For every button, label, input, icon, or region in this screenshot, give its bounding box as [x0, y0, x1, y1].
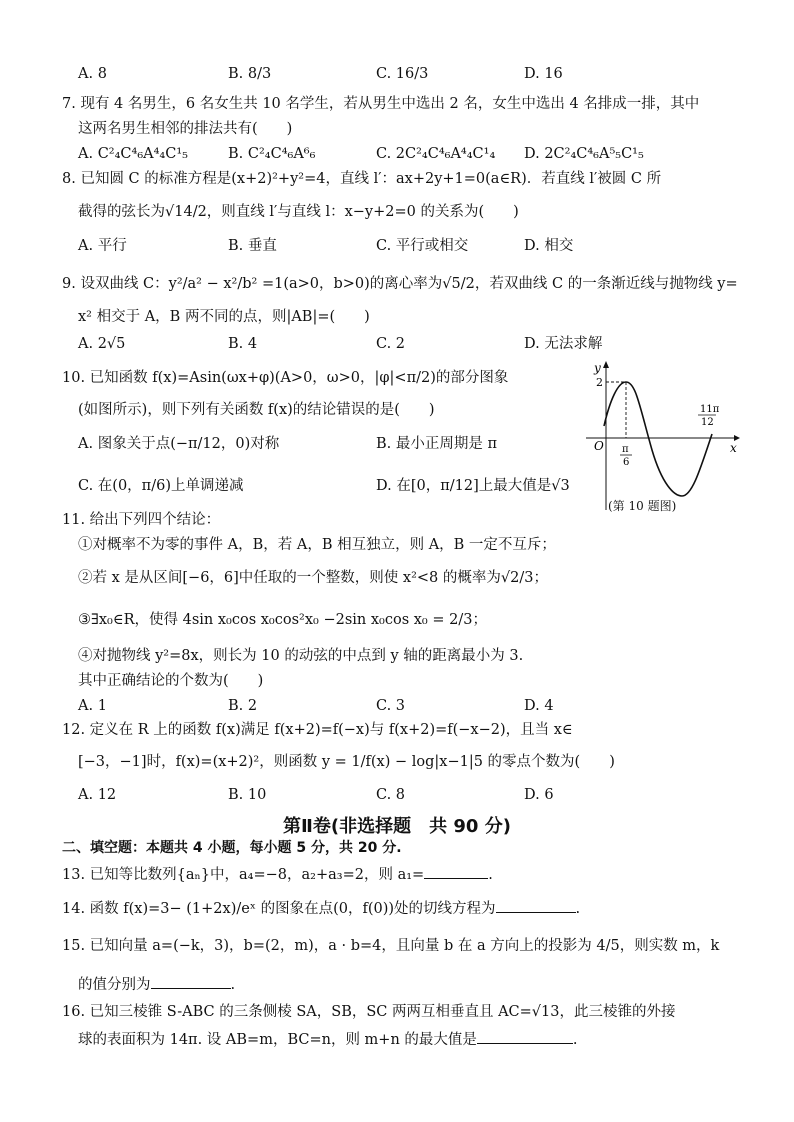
q14-answer-blank[interactable] [496, 898, 576, 913]
y-axis-label: y [594, 361, 601, 375]
q13-period: . [488, 867, 493, 883]
q7-option-c: C. 2C²₄C⁴₆A⁴₄C¹₄ [376, 146, 496, 162]
peak-x-numerator: π [622, 444, 629, 455]
q10-function-graph [584, 360, 740, 515]
q10-option-d: D. 在[0，π/12]上最大值是√3 [376, 478, 570, 494]
q14 [62, 898, 580, 918]
q16-text: 球的表面积为 14π. 设 AB=m，BC=n，则 m+n 的最大值是 [78, 1032, 477, 1048]
q8-option-a: A. 平行 [78, 238, 127, 254]
q6-option-b: B. 8/3 [228, 66, 272, 82]
q13-answer-blank[interactable] [424, 864, 488, 879]
q11-option-a: A. 1 [78, 698, 107, 714]
q11-question-line: 其中正确结论的个数为( ) [78, 673, 264, 689]
q8-stem-line2: 截得的弦长为√14/2，则直线 l′与直线 l：x−y+2=0 的关系为( ) [78, 204, 519, 220]
sine-curve [604, 382, 712, 496]
q15-text: 的值分别为 [78, 977, 151, 993]
q15-answer-blank[interactable] [151, 974, 231, 989]
q8-option-b: B. 垂直 [228, 238, 277, 254]
end-x-denominator: 12 [701, 417, 714, 428]
q8-stem-line1: 8. 已知圆 C 的标准方程是(x+2)²+y²=4，直线 l′：ax+2y+1=0(a∈R)．若直线 l′被圆 C 所 [62, 171, 662, 187]
q12-stem-line1: 12. 定义在 R 上的函数 f(x)满足 f(x+2)=f(−x)与 f(x+2)=f(−x−2)，且当 x∈ [62, 722, 573, 738]
q11-statement-1: ①对概率不为零的事件 A，B，若 A，B 相互独立，则 A，B 一定不互斥； [78, 537, 556, 553]
q7-option-a: A. C²₄C⁴₆A⁴₄C¹₅ [78, 146, 188, 162]
q11-statement-3: ③∃x₀∈R，使得 4sin x₀cos x₀cos²x₀ −2sin x₀cos x₀ = 2/3； [78, 612, 487, 628]
q11-statement-2: ②若 x 是从区间[−6，6]中任取的一个整数，则使 x²<8 的概率为√2/3； [78, 570, 548, 586]
q12-stem-line2: [−3，−1]时，f(x)=(x+2)²，则函数 y = 1/f(x) − log|x−1|5 的零点个数为( ) [78, 754, 615, 770]
q7-option-b: B. C²₄C⁴₆A⁶₆ [228, 146, 316, 162]
q9-stem-line2: x² 相交于 A，B 两不同的点，则|AB|=( ) [78, 309, 370, 325]
q14-text: 14. 函数 f(x)=3− (1+2x)/eˣ 的图象在点(0，f(0))处的切线方程为 [62, 901, 496, 917]
q6-option-a: A. 8 [78, 66, 107, 82]
q11-option-b: B. 2 [228, 698, 258, 714]
q9-option-d: D. 无法求解 [524, 336, 603, 352]
q12-option-c: C. 8 [376, 787, 406, 803]
max-value-label: 2 [596, 376, 603, 389]
q15-line2 [78, 974, 235, 994]
q11-option-d: D. 4 [524, 698, 554, 714]
x-axis-label: x [730, 441, 737, 455]
q12-option-b: B. 10 [228, 787, 267, 803]
q8-option-c: C. 平行或相交 [376, 238, 469, 254]
q7-option-d: D. 2C²₄C⁴₆A⁵₅C¹₅ [524, 146, 644, 162]
q8-option-d: D. 相交 [524, 238, 574, 254]
q11-statement-4: ④对抛物线 y²=8x，则长为 10 的动弦的中点到 y 轴的距离最小为 3. [78, 648, 524, 664]
end-x-numerator: 11π [700, 404, 720, 415]
q9-option-b: B. 4 [228, 336, 258, 352]
q9-stem-line1: 9. 设双曲线 C：y²/a² − x²/b² =1(a>0，b>0)的离心率为√5/2，若双曲线 C 的一条渐近线与抛物线 y= [62, 276, 738, 292]
q10-option-a: A. 图象关于点(−π/12，0)对称 [78, 436, 280, 452]
q15-period: . [230, 977, 236, 993]
q10-option-c: C. 在(0，π/6)上单调递减 [78, 478, 244, 494]
q16-period: . [572, 1032, 578, 1048]
y-axis-arrow-icon [603, 361, 609, 368]
part2-title: 第Ⅱ卷(非选择题 共 90 分) [283, 816, 511, 837]
q6-option-c: C. 16/3 [376, 66, 429, 82]
q10-figure-caption: (第 10 题图) [608, 499, 677, 513]
q7-stem-line1: 7. 现有 4 名男生，6 名女生共 10 名学生，若从男生中选出 2 名，女生中选出 4 名排成一排，其中 [62, 96, 700, 112]
q12-option-d: D. 6 [524, 787, 554, 803]
q10-stem-line2: (如图所示)，则下列有关函数 f(x)的结论错误的是( ) [78, 402, 435, 418]
q6-option-d: D. 16 [524, 66, 563, 82]
q16-line2 [78, 1029, 578, 1049]
q11-option-c: C. 3 [376, 698, 406, 714]
q9-option-a: A. 2√5 [78, 336, 126, 352]
q13-text: 13. 已知等比数列{aₙ}中，a₄=−8，a₂+a₃=2，则 a₁= [62, 867, 425, 883]
q12-option-a: A. 12 [78, 787, 117, 803]
q10-stem-line1: 10. 已知函数 f(x)=Asin(ωx+φ)(A>0，ω>0，|φ|<π/2)的部分图象 [62, 370, 509, 386]
q10-option-b: B. 最小正周期是 π [376, 436, 498, 452]
origin-label: O [594, 439, 604, 453]
q9-option-c: C. 2 [376, 336, 406, 352]
q14-period: . [575, 901, 581, 917]
q7-stem-line2: 这两名男生相邻的排法共有( ) [78, 121, 293, 137]
q11-stem: 11. 给出下列四个结论： [62, 512, 221, 528]
q13 [62, 864, 493, 884]
q15-stem-line1: 15. 已知向量 a=(−k，3)，b=(2，m)，a · b=4，且向量 b 在 a 方向上的投影为 4/5，则实数 m，k [62, 938, 720, 954]
q16-stem-line1: 16. 已知三棱锥 S-ABC 的三条侧棱 SA，SB，SC 两两互相垂直且 AC=√13，此三棱锥的外接 [62, 1004, 676, 1020]
section2-heading: 二、填空题：本题共 4 小题，每小题 5 分，共 20 分. [62, 840, 402, 856]
peak-x-denominator: 6 [623, 457, 630, 468]
q16-answer-blank[interactable] [477, 1029, 573, 1044]
